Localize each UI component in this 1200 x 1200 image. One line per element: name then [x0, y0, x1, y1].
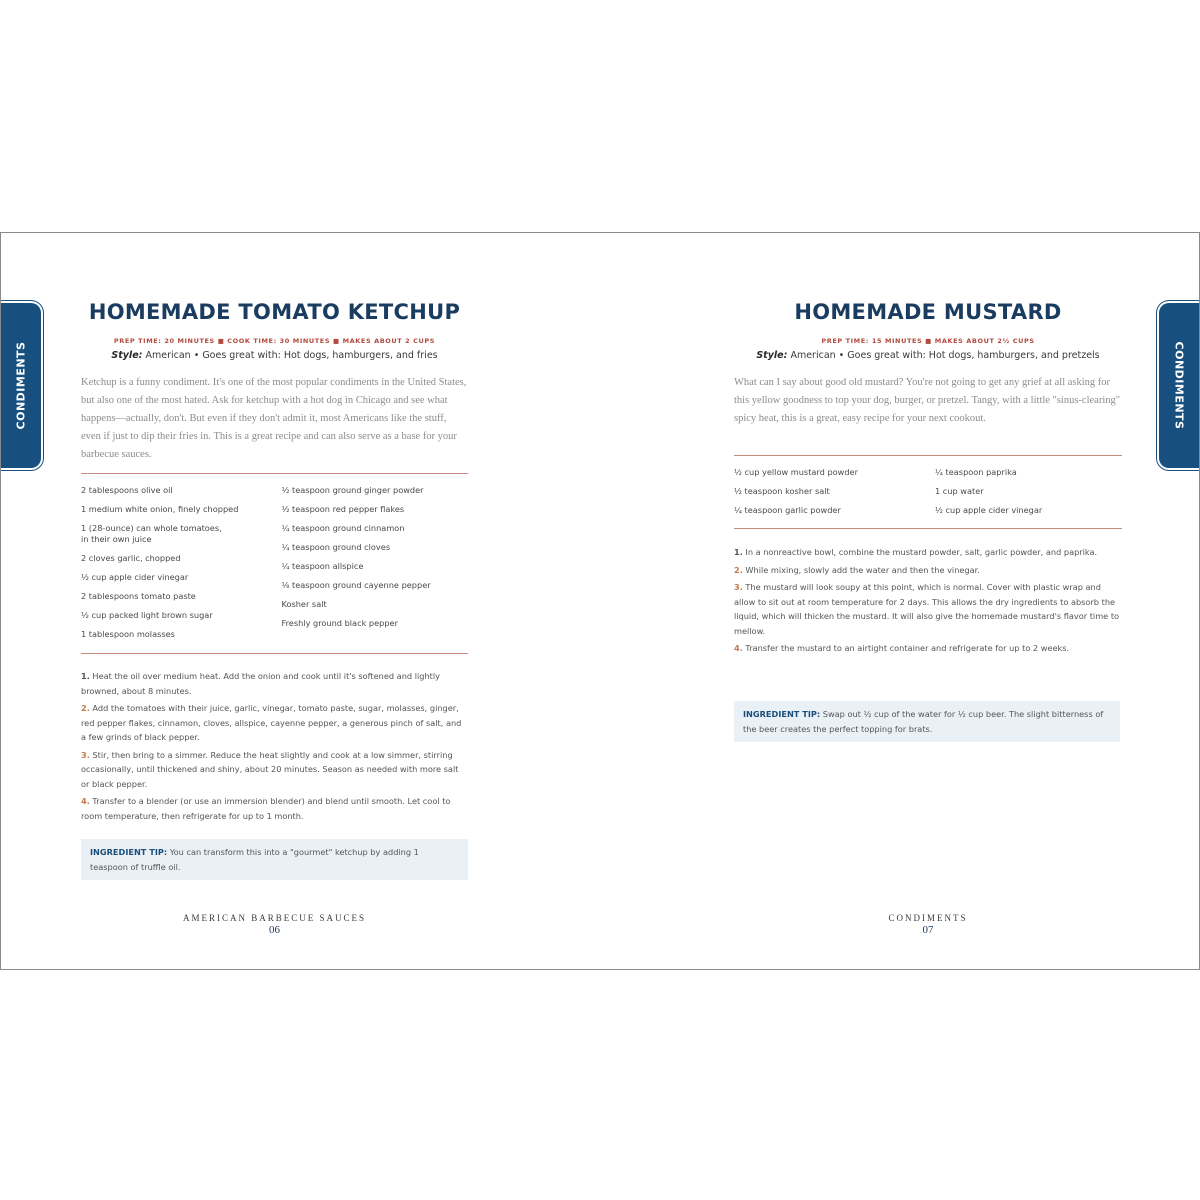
step-number: 4.	[81, 796, 90, 806]
ingredient: ½ teaspoon red pepper flakes	[281, 504, 405, 514]
ingredient-column	[81, 485, 268, 648]
page-footer	[734, 913, 1122, 936]
ingredient-column	[935, 467, 1122, 524]
ingredient: ½ teaspoon ground ginger powder	[281, 485, 424, 495]
tip-label: INGREDIENT TIP:	[743, 709, 821, 719]
recipe-step	[734, 580, 1122, 638]
tip-label: INGREDIENT TIP:	[90, 847, 168, 857]
ingredient: 1 medium white onion, finely chopped	[81, 504, 239, 514]
ingredient: 1 cup water	[935, 486, 984, 496]
step-text: Transfer to a blender (or use an immersion blender) and blend until smooth. Let cool to room temperature, then refrigerate for up to 1 month.	[81, 796, 451, 821]
step-text: Heat the oil over medium heat. Add the onion and cook until it's softened and lightly browned, about 8 minutes.	[81, 671, 440, 696]
step-text: Stir, then bring to a simmer. Reduce the heat slightly and cook at a low simmer, stirring occasionally, until thickened and shiny, about 20 minutes. Season as needed with more salt or black pepper.	[81, 749, 459, 789]
running-footer: CONDIMENTS	[888, 913, 968, 923]
step-text: While mixing, slowly add the water and then the vinegar.	[745, 564, 980, 575]
step-number: 1.	[81, 671, 90, 681]
step-number: 3.	[81, 749, 90, 760]
book-spread	[0, 232, 1200, 970]
ingredient: ¼ teaspoon paprika	[935, 467, 1017, 477]
ingredient: 2 tablespoons tomato paste	[81, 591, 196, 601]
tip-text: Swap out ½ cup of the water for ½ cup beer. The slight bitterness of the beer creates the perfect topping for brats.	[743, 709, 1104, 734]
recipe-step	[81, 701, 468, 745]
recipe-step	[81, 794, 468, 823]
ingredient: ½ teaspoon kosher salt	[734, 486, 830, 496]
divider	[734, 528, 1122, 529]
ingredient: ¼ teaspoon ground cloves	[281, 542, 391, 552]
section-tab-label: CONDIMENTS	[1172, 341, 1186, 430]
recipe-style	[81, 350, 468, 361]
divider	[81, 473, 468, 474]
recipe-intro: What can I say about good old mustard? You're not going to get any grief at all asking for this yellow goodness to top your dog, burger, or pretzel. Tangy, with a little "sinus-clearing" spicy heat, this is a great, easy recipe for your next cookout.	[734, 377, 1121, 424]
step-text: In a nonreactive bowl, combine the mustard powder, salt, garlic powder, and paprika.	[745, 547, 1098, 557]
recipe-step	[734, 641, 1122, 656]
running-footer: AMERICAN BARBECUE SAUCES	[182, 913, 367, 923]
ingredient: ¼ teaspoon ground cinnamon	[281, 523, 405, 533]
step-number: 2.	[81, 703, 90, 713]
ingredient-column	[282, 485, 469, 648]
ingredient: 2 tablespoons olive oil	[81, 485, 173, 495]
step-text: Transfer the mustard to an airtight container and refrigerate for up to 2 weeks.	[745, 643, 1070, 653]
recipe-step	[81, 748, 468, 792]
ingredient-list	[81, 485, 468, 648]
ingredient: ½ cup packed light brown sugar	[81, 610, 213, 620]
ingredient-tip	[81, 839, 468, 880]
section-tab-label: CONDIMENTS	[14, 341, 28, 430]
tip-text: You can transform this into a "gourmet" ketchup by adding 1 teaspoon of truffle oil.	[90, 847, 419, 872]
step-number: 2.	[734, 564, 743, 575]
ingredient: 1 tablespoon molasses	[81, 629, 175, 639]
ingredient: 2 cloves garlic, chopped	[81, 553, 181, 563]
recipe-step	[734, 563, 1122, 578]
step-number: 4.	[734, 643, 743, 653]
recipe-steps	[81, 669, 468, 826]
page-number: 06	[269, 924, 280, 936]
ingredient: ½ cup yellow mustard powder	[734, 467, 858, 477]
ingredient: ½ cup apple cider vinegar	[935, 505, 1043, 515]
recipe-style	[734, 350, 1122, 361]
ingredient: ½ cup apple cider vinegar	[81, 572, 189, 582]
ingredient-column	[734, 467, 921, 524]
recipe-meta: PREP TIME: 20 MINUTES ■ COOK TIME: 30 MINUTES ■ MAKES ABOUT 2 CUPS	[113, 337, 436, 345]
section-tab-left	[1, 301, 43, 470]
step-text: The mustard will look soupy at this point, which is normal. Cover with plastic wrap and allow to sit out at room temperature for 2 days. This allows the dry ingredients to absorb the liquid, which will thicken the mustard. It will also give the homemade mustard's flavor time to mellow.	[734, 582, 1120, 636]
page-footer	[81, 913, 468, 936]
ingredient: ⅛ teaspoon ground cayenne pepper	[281, 580, 431, 590]
page-number: 07	[922, 924, 934, 936]
ingredient: Kosher salt	[281, 599, 327, 609]
recipe-title: HOMEMADE TOMATO KETCHUP	[88, 300, 461, 324]
style-text: American • Goes great with: Hot dogs, hamburgers, and pretzels	[790, 350, 1100, 361]
style-label: Style:	[111, 350, 143, 361]
ingredient-list	[734, 467, 1122, 524]
section-tab-right	[1157, 301, 1199, 470]
recipe-step	[81, 669, 468, 698]
divider	[734, 455, 1122, 456]
divider	[81, 653, 468, 654]
recipe-title: HOMEMADE MUSTARD	[794, 300, 1062, 324]
ingredient: ¼ teaspoon allspice	[281, 561, 364, 571]
recipe-steps	[734, 545, 1122, 659]
ingredient: 1 (28-ounce) can whole tomatoes, in their own juice	[81, 523, 222, 544]
ingredient-tip	[734, 701, 1120, 742]
recipe-meta: PREP TIME: 15 MINUTES ■ MAKES ABOUT 2½ CUPS	[821, 337, 1035, 345]
style-text: American • Goes great with: Hot dogs, hamburgers, and fries	[145, 350, 438, 361]
ingredient: Freshly ground black pepper	[281, 618, 398, 628]
step-text: Add the tomatoes with their juice, garlic, vinegar, tomato paste, sugar, molasses, ginger, red pepper flakes, cinnamon, cloves, allspice, cayenne pepper, a generous pinch of salt, and a few grinds of black pepper.	[81, 703, 462, 742]
style-label: Style:	[756, 350, 788, 361]
ingredient: ¼ teaspoon garlic powder	[734, 505, 841, 515]
step-number: 3.	[734, 582, 743, 592]
recipe-step	[734, 545, 1122, 560]
step-number: 1.	[734, 547, 743, 557]
recipe-intro: Ketchup is a funny condiment. It's one of the most popular condiments in the United States, but also one of the most hated. Ask for ketchup with a hot dog in Chicago and see what happens—actually, don't. But even if they don't admit it, most Americans like the stuff, even if just to dip their fries in. This is a great recipe and can also serve as a base for your barbecue sauces.	[81, 377, 467, 460]
